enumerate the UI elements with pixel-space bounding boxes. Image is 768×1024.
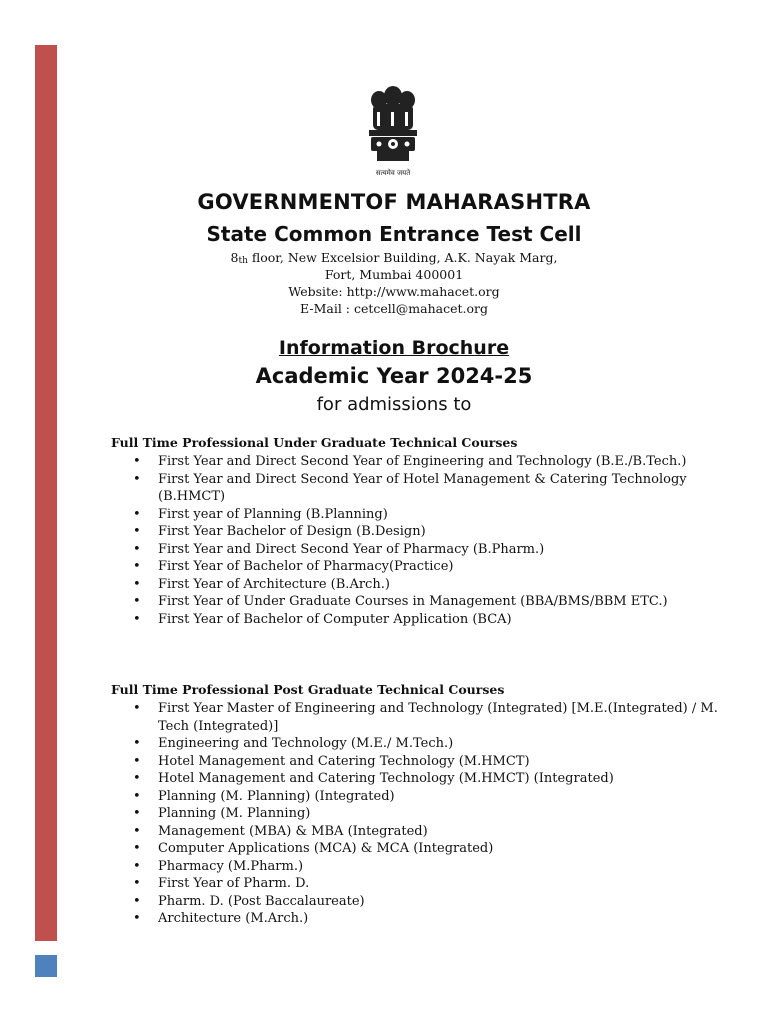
address-floor-number: 8 bbox=[230, 250, 239, 265]
list-item: • First Year of Bachelor of Pharmacy(Practice) bbox=[111, 558, 721, 576]
list-item: • Pharmacy (M.Pharm.) bbox=[111, 858, 721, 876]
list-item: • Management (MBA) & MBA (Integrated) bbox=[111, 823, 721, 841]
list-item: • First Year of Under Graduate Courses in Management (BBA/BMS/BBM ETC.) bbox=[111, 593, 721, 611]
list-item: • First Year of Bachelor of Computer Application (BCA) bbox=[111, 611, 721, 629]
admissions-subtitle: for admissions to bbox=[316, 394, 472, 415]
email-line: E-Mail : cetcell@mahacet.org bbox=[299, 301, 488, 316]
list-item: • Engineering and Technology (M.E./ M.Tech.) bbox=[111, 735, 721, 753]
list-item: • First Year and Direct Second Year of Pharmacy (B.Pharm.) bbox=[111, 541, 721, 559]
pg-courses-heading: Full Time Professional Post Graduate Technical Courses bbox=[111, 682, 505, 697]
address-line-2: Fort, Mumbai 400001 bbox=[324, 267, 464, 282]
address-floor-suffix: th bbox=[238, 256, 248, 266]
academic-year-title: Academic Year 2024-25 bbox=[255, 364, 533, 388]
decorative-page-square bbox=[35, 955, 57, 977]
list-item: • Computer Applications (MCA) & MCA (Integrated) bbox=[111, 840, 721, 858]
government-title: GOVERNMENTOF MAHARASHTRA bbox=[197, 190, 591, 214]
pg-courses-section bbox=[111, 681, 721, 928]
website-line: Website: http://www.mahacet.org bbox=[288, 284, 500, 299]
list-item: • First Year and Direct Second Year of Hotel Management & Catering Technology (B.HMCT) bbox=[111, 471, 721, 506]
list-item: • Planning (M. Planning) bbox=[111, 805, 721, 823]
list-item: • First Year of Architecture (B.Arch.) bbox=[111, 576, 721, 594]
list-item: • Hotel Management and Catering Technology (M.HMCT) bbox=[111, 753, 721, 771]
list-item: • First year of Planning (B.Planning) bbox=[111, 506, 721, 524]
national-emblem-icon bbox=[355, 82, 431, 168]
list-item: • Pharm. D. (Post Baccalaureate) bbox=[111, 893, 721, 911]
emblem-motto: सत्यमेव जयते bbox=[375, 169, 411, 177]
ug-courses-section bbox=[111, 434, 721, 628]
pg-course-list bbox=[111, 700, 721, 928]
list-item: • Planning (M. Planning) (Integrated) bbox=[111, 788, 721, 806]
list-item: • Architecture (M.Arch.) bbox=[111, 910, 721, 928]
address-line-1-text: floor, New Excelsior Building, A.K. Nayak Marg, bbox=[247, 250, 558, 265]
list-item: • First Year Bachelor of Design (B.Design) bbox=[111, 523, 721, 541]
emblem-block bbox=[355, 82, 431, 182]
list-item: • Hotel Management and Catering Technology (M.HMCT) (Integrated) bbox=[111, 770, 721, 788]
list-item: • First Year of Pharm. D. bbox=[111, 875, 721, 893]
ug-courses-heading: Full Time Professional Under Graduate Technical Courses bbox=[111, 435, 518, 450]
brochure-title: Information Brochure bbox=[278, 337, 510, 359]
list-item: • First Year and Direct Second Year of Engineering and Technology (B.E./B.Tech.) bbox=[111, 453, 721, 471]
decorative-side-bar bbox=[35, 45, 57, 941]
cell-title: State Common Entrance Test Cell bbox=[206, 222, 582, 246]
list-item: • First Year Master of Engineering and Technology (Integrated) [M.E.(Integrated) / M. Tech (Integrated)] bbox=[111, 700, 721, 735]
ug-course-list bbox=[111, 453, 721, 628]
